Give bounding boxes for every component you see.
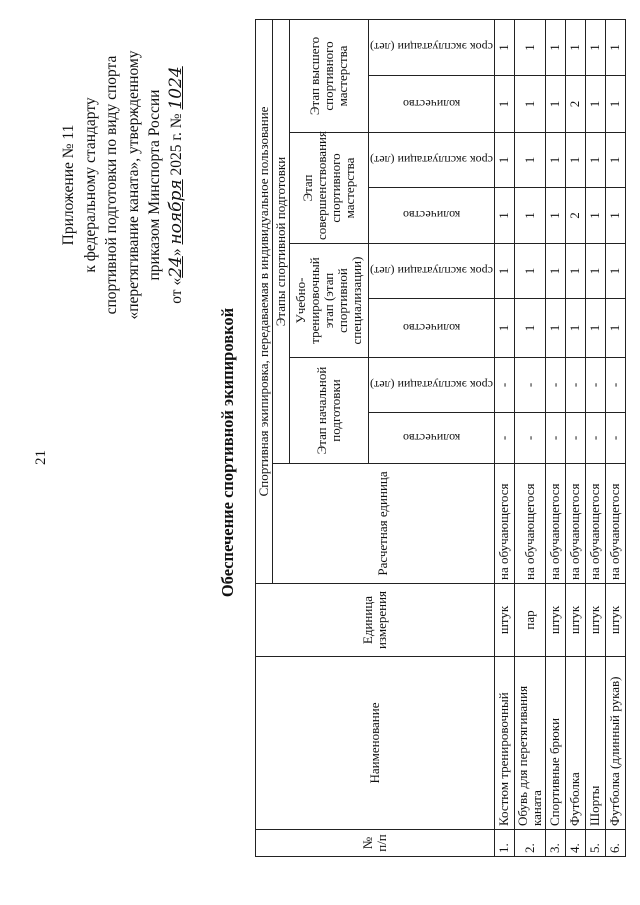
cell-value: 1: [565, 244, 585, 299]
row-calc: на обучающегося: [565, 464, 585, 584]
qty-header-2: [369, 299, 495, 358]
cell-value: 1: [605, 19, 625, 75]
cell-value: 1: [605, 133, 625, 188]
cell-value: 1: [494, 76, 514, 133]
order-number: 1024: [165, 66, 186, 110]
date-mid: »: [167, 244, 185, 257]
row-calc: на обучающегося: [605, 464, 625, 584]
cell-value: -: [565, 413, 585, 464]
table-row: [585, 19, 605, 856]
qty-label: количество: [402, 431, 461, 445]
cell-value: 1: [494, 19, 514, 75]
cell-value: 1: [545, 188, 565, 244]
cell-value: 1: [605, 244, 625, 299]
qty-label: количество: [402, 208, 461, 223]
appendix-date-line: [166, 0, 188, 385]
stage-training: Учебно-тренировочный этап (этап спортивной специализации): [290, 244, 369, 358]
row-number: 3.: [545, 830, 565, 857]
row-name: Шорты: [585, 657, 605, 830]
cell-value: 1: [565, 19, 585, 75]
row-number: 5.: [585, 830, 605, 857]
table-row: [605, 19, 625, 856]
cell-value: 1: [494, 244, 514, 299]
date-year: 2025 г. №: [167, 109, 185, 180]
cell-value: 1: [494, 188, 514, 244]
cell-value: -: [565, 358, 585, 413]
term-header-3: [369, 133, 495, 188]
cell-value: -: [494, 358, 514, 413]
row-calc: на обучающегося: [494, 464, 514, 584]
row-calc: на обучающегося: [585, 464, 605, 584]
table-row: [565, 19, 585, 856]
header-number: № п/п: [256, 830, 495, 857]
cell-value: -: [585, 358, 605, 413]
stage-improvement: Этап совершенствования спортивного мастерства: [290, 133, 369, 244]
appendix-line-5: приказом Минспорта России: [146, 89, 163, 281]
row-calc: на обучающегося: [545, 464, 565, 584]
row-number: 6.: [605, 830, 625, 857]
cell-value: 1: [494, 133, 514, 188]
cell-value: 1: [585, 299, 605, 358]
row-number: 2.: [514, 830, 545, 857]
date-month: ноября: [165, 179, 186, 245]
appendix-line-4: «перетягивание каната», утвержденному: [124, 50, 142, 320]
row-number: 4.: [565, 830, 585, 857]
cell-value: 1: [514, 244, 545, 299]
term-label: срок эксплуатации (лет): [370, 153, 493, 167]
equipment-table: [255, 19, 626, 857]
appendix-line-2: к федеральному стандарту: [81, 97, 99, 273]
cell-value: 2: [565, 188, 585, 244]
cell-value: -: [585, 413, 605, 464]
cell-value: 1: [585, 244, 605, 299]
cell-value: -: [605, 413, 625, 464]
cell-value: 1: [605, 299, 625, 358]
appendix-header: [58, 0, 187, 385]
page-number: 21: [33, 450, 49, 465]
cell-value: -: [494, 413, 514, 464]
row-unit: штук: [605, 584, 625, 657]
qty-header-4: [369, 76, 495, 133]
cell-value: -: [545, 413, 565, 464]
row-unit: штук: [585, 584, 605, 657]
stage-highest: Этап высшего спортивного мастерства: [290, 19, 369, 132]
table-row: [514, 19, 545, 856]
cell-value: 1: [545, 76, 565, 133]
cell-value: 1: [514, 299, 545, 358]
cell-value: 1: [545, 19, 565, 75]
header-stages: Этапы спортивной подготовки: [273, 19, 290, 463]
cell-value: -: [545, 358, 565, 413]
term-header-4: [369, 19, 495, 75]
cell-value: -: [605, 358, 625, 413]
cell-value: 1: [585, 188, 605, 244]
cell-value: 1: [514, 76, 545, 133]
cell-value: 1: [585, 76, 605, 133]
header-group: Спортивная экипировка, передаваемая в индивидуальное пользование: [256, 19, 273, 583]
row-name: Обувь для перетягивания каната: [514, 657, 545, 830]
term-header-1: [369, 358, 495, 413]
cell-value: -: [514, 413, 545, 464]
row-unit: штук: [545, 584, 565, 657]
qty-label: количество: [402, 321, 461, 335]
cell-value: 1: [545, 133, 565, 188]
row-number: 1.: [494, 830, 514, 857]
header-calc-unit: Расчетная единица: [273, 464, 495, 584]
qty-header-3: [369, 188, 495, 244]
appendix-line-3: спортивной подготовки по виду спорта: [103, 55, 120, 315]
cell-value: -: [514, 358, 545, 413]
header-unit: Единица измерения: [256, 584, 495, 657]
cell-value: 1: [545, 299, 565, 358]
cell-value: 1: [514, 19, 545, 75]
term-label: срок эксплуатации (лет): [370, 378, 493, 392]
row-unit: пар: [514, 584, 545, 657]
cell-value: 1: [585, 133, 605, 188]
term-label: срок эксплуатации (лет): [370, 40, 493, 55]
cell-value: 1: [565, 299, 585, 358]
cell-value: 1: [605, 188, 625, 244]
row-unit: штук: [565, 584, 585, 657]
row-unit: штук: [494, 584, 514, 657]
row-name: Костюм тренировочный: [494, 657, 514, 830]
qty-header-1: [369, 413, 495, 464]
cell-value: 1: [585, 19, 605, 75]
cell-value: 1: [565, 133, 585, 188]
row-name: Спортивные брюки: [545, 657, 565, 830]
stage-initial: Этап начальной подготовки: [290, 358, 369, 464]
cell-value: 1: [545, 244, 565, 299]
document-title: Обеспечение спортивной экипировкой: [218, 307, 237, 598]
qty-label: количество: [402, 97, 461, 111]
header-name: Наименование: [256, 657, 495, 830]
row-calc: на обучающегося: [514, 464, 545, 584]
date-day: 24: [165, 256, 186, 278]
date-prefix: от «: [167, 277, 185, 304]
appendix-line-1: Приложение № 11: [60, 124, 77, 246]
cell-value: 2: [565, 76, 585, 133]
table-row: [494, 19, 514, 856]
cell-value: 1: [514, 133, 545, 188]
cell-value: 1: [605, 76, 625, 133]
term-label: срок эксплуатации (лет): [370, 264, 493, 278]
cell-value: 1: [494, 299, 514, 358]
row-name: Футболка (длинный рукав): [605, 657, 625, 830]
cell-value: 1: [514, 188, 545, 244]
table-row: [545, 19, 565, 856]
term-header-2: [369, 244, 495, 299]
row-name: Футболка: [565, 657, 585, 830]
